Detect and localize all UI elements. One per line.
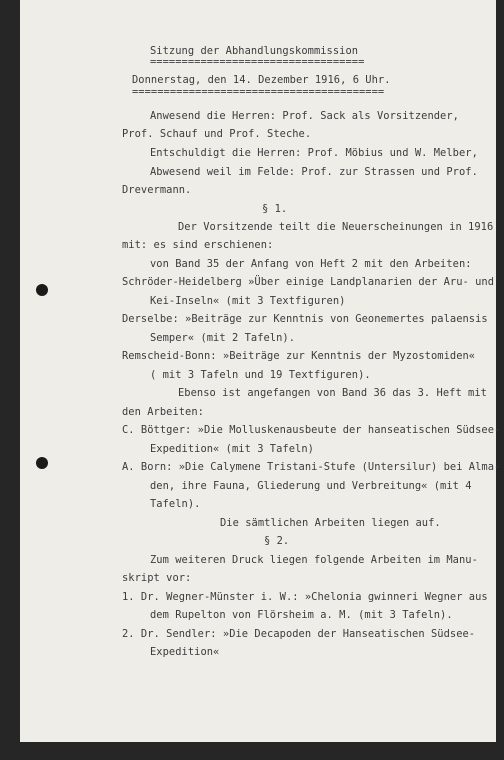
text-line: 1. Dr. Wegner-Münster i. W.: »Chelonia gwinneri Wegner aus	[122, 591, 488, 603]
text-line: C. Böttger: »Die Molluskenausbeute der hanseatischen Südsee-	[122, 424, 501, 436]
text-line: den Arbeiten:	[122, 406, 204, 418]
text-line: Die sämtlichen Arbeiten liegen auf.	[220, 517, 441, 529]
title-underline: ==================================	[150, 56, 365, 68]
section-heading: § 1.	[262, 203, 288, 215]
text-line: den, ihre Fauna, Gliederung und Verbreitung« (mit 4	[150, 480, 472, 492]
meeting-date: Donnerstag, den 14. Dezember 1916, 6 Uhr.	[132, 74, 391, 86]
text-line: Semper« (mit 2 Tafeln).	[150, 332, 296, 344]
text-line: Entschuldigt die Herren: Prof. Möbius und W. Melber,	[150, 147, 478, 159]
text-line: Expedition«	[150, 646, 220, 658]
text-line: dem Rupelton von Flörsheim a. M. (mit 3 Tafeln).	[150, 609, 453, 621]
text-line: Schröder-Heidelberg »Über einige Landplanarien der Aru- und	[122, 276, 495, 288]
section-heading: § 2.	[264, 535, 290, 547]
text-line: Remscheid-Bonn: »Beiträge zur Kenntnis der Myzostomiden«	[122, 350, 476, 362]
text-line: Der Vorsitzende teilt die Neuerscheinungen in 1916	[178, 221, 494, 233]
date-underline: ========================================	[132, 86, 385, 98]
punch-hole-bottom	[36, 457, 48, 469]
text-line: Zum weiteren Druck liegen folgende Arbeiten im Manu-	[150, 554, 478, 566]
text-line: skript vor:	[122, 572, 192, 584]
text-line: A. Born: »Die Calymene Tristani-Stufe (Untersilur) bei Alma-	[122, 461, 501, 473]
text-line: Drevermann.	[122, 184, 192, 196]
text-line: Expedition« (mit 3 Tafeln)	[150, 443, 314, 455]
punch-hole-top	[36, 284, 48, 296]
text-line: Tafeln).	[150, 498, 201, 510]
text-line: mit: es sind erschienen:	[122, 239, 274, 251]
text-line: Prof. Schauf und Prof. Steche.	[122, 128, 312, 140]
text-line: 2. Dr. Sendler: »Die Decapoden der Hanseatischen Südsee-	[122, 628, 476, 640]
text-line: ( mit 3 Tafeln und 19 Textfiguren).	[150, 369, 371, 381]
text-line: von Band 35 der Anfang von Heft 2 mit den Arbeiten:	[150, 258, 472, 270]
text-line: Kei-Inseln« (mit 3 Textfiguren)	[150, 295, 346, 307]
text-line: Anwesend die Herren: Prof. Sack als Vorsitzender,	[150, 110, 459, 122]
document-title: Sitzung der Abhandlungskommission	[150, 45, 359, 57]
text-line: Ebenso ist angefangen von Band 36 das 3. Heft mit	[178, 387, 487, 399]
text-line: Abwesend weil im Felde: Prof. zur Strassen und Prof.	[150, 166, 478, 178]
text-line: Derselbe: »Beiträge zur Kenntnis von Geonemertes palaensis	[122, 313, 488, 325]
